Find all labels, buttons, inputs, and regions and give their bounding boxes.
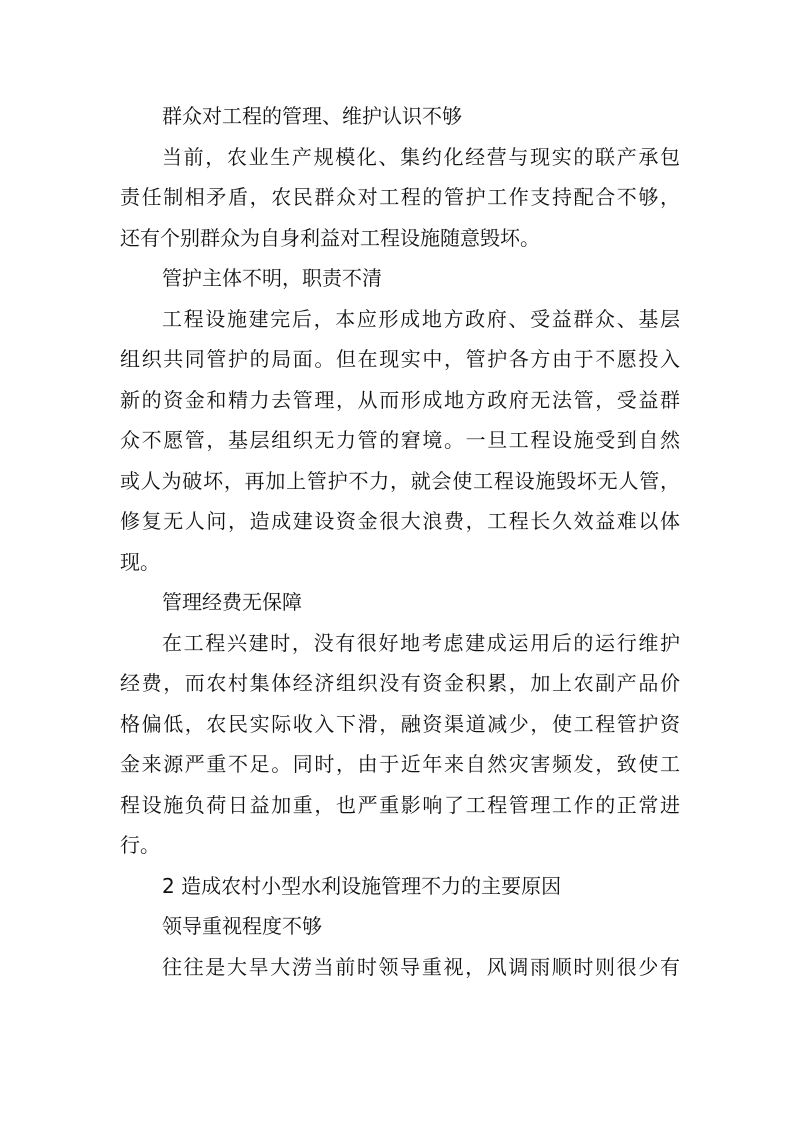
paragraph-line: 往往是大旱大涝当前时领导重视，风调雨顺时则很少有 [162, 954, 680, 979]
paragraph-line: 经费，而农村集体经济组织没有资金积累，加上农副产品价 [120, 671, 680, 695]
section-heading: 群众对工程的管理、维护认识不够 [162, 104, 462, 128]
section-heading: 2 造成农村小型水利设施管理不力的主要原因 [162, 873, 562, 898]
paragraph-line: 组织共同管护的局面。但在现实中，管护各方由于不愿投入 [120, 347, 680, 371]
paragraph-line: 金来源严重不足。同时，由于近年来自然灾害频发，致使工 [120, 752, 680, 776]
paragraph-line: 修复无人问，造成建设资金很大浪费，工程长久效益难以体 [120, 509, 680, 533]
paragraph-line: 众不愿管，基层组织无力管的窘境。一旦工程设施受到自然 [120, 428, 680, 452]
paragraph-line: 还有个别群众为自身利益对工程设施随意毁坏。 [120, 225, 540, 250]
paragraph-line: 责任制相矛盾，农民群众对工程的管护工作支持配合不够， [120, 185, 680, 209]
paragraph-line: 或人为破坏，再加上管护不力，就会使工程设施毁坏无人管， [120, 468, 680, 493]
paragraph-line: 行。 [120, 833, 160, 857]
section-heading: 管护主体不明，职责不清 [162, 266, 382, 290]
paragraph-line: 在工程兴建时，没有很好地考虑建成运用后的运行维护 [162, 630, 680, 655]
paragraph-line: 新的资金和精力去管理，从而形成地方政府无法管，受益群 [120, 387, 680, 412]
paragraph-line: 当前，农业生产规模化、集约化经营与现实的联产承包 [162, 144, 680, 169]
paragraph-line: 工程设施建完后，本应形成地方政府、受益群众、基层 [162, 306, 680, 331]
section-heading: 领导重视程度不够 [162, 914, 322, 938]
paragraph-line: 格偏低，农民实际收入下滑，融资渠道减少，使工程管护资 [120, 711, 680, 736]
section-heading: 管理经费无保障 [162, 590, 302, 614]
document-body [120, 96, 680, 987]
paragraph-line: 程设施负荷日益加重，也严重影响了工程管理工作的正常进 [120, 792, 680, 817]
paragraph-line: 现。 [120, 549, 160, 574]
